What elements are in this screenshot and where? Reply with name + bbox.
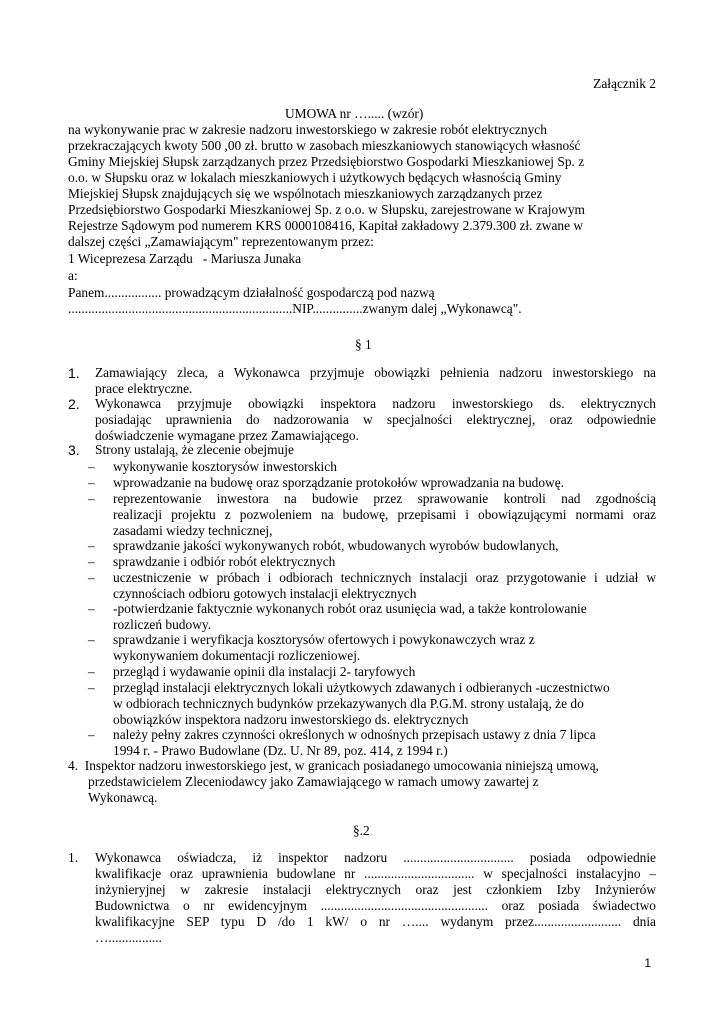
bullet-text: w odbiorach technicznych budynków przekazywanych dla P.G.M. strony ustalają, że do <box>113 696 584 711</box>
item-text: inżynieryjnej w zakresie instalacji elektrycznych oraz jest członkiem Izby Inżynierów <box>95 882 656 897</box>
intro-line: przekraczających kwoty 500 ,00 zł. brutto w zasobach mieszkaniowych stanowiących własność <box>68 138 581 153</box>
bullet-text: sprawdzanie i weryfikacja kosztorysów ofertowych i powykonawczych wraz z <box>113 632 535 647</box>
intro-line: Przedsiębiorstwo Gospodarki Mieszkaniowej Sp. z o.o. w Słupsku, zarejestrowane w Krajowym <box>68 202 585 217</box>
bullet-text: wykonywanie kosztorysów inwestorskich <box>113 459 337 474</box>
intro-line: o.o. w Słupsku oraz w lokalach mieszkaniowych i użytkowych będących własnością Gminy <box>68 170 562 185</box>
bullet-text: rozliczeń budowy. <box>113 617 212 632</box>
dash-bullet: – <box>88 680 95 695</box>
bullet-text: 1994 r. - Prawo Budowlane (Dz. U. Nr 89, poz. 414, z 1994 r.) <box>113 743 448 758</box>
representative-line: 1 Wiceprezesa Zarządu - Mariusza Junaka <box>68 251 302 266</box>
intro-line: Miejskiej Słupsk znajdujących się we wspólnotach mieszkaniowych zarządzanych przez <box>68 186 543 201</box>
section-heading: § 1 <box>355 337 372 352</box>
dash-bullet: – <box>88 459 95 474</box>
bullet-text: sprawdzanie i odbiór robót elektrycznych <box>113 554 336 569</box>
page-number: 1 <box>644 956 651 970</box>
item-text: Strony ustalają, że zlecenie obejmuje <box>95 442 294 457</box>
dash-bullet: – <box>88 601 95 616</box>
bullet-text: przegląd instalacji elektrycznych lokali użytkowych zdawanych i odbieranych -uczestnictwo <box>113 680 610 695</box>
dash-bullet: – <box>88 570 95 585</box>
item-text: …................ <box>95 930 162 945</box>
contract-title: UMOWA nr …..... (wzór) <box>285 106 424 121</box>
item-number: 1. <box>68 850 79 865</box>
intro-line: a: <box>68 268 78 283</box>
dash-bullet: – <box>88 491 95 506</box>
bullet-text: uczestniczenie w próbach i odbiorach technicznych instalacji oraz przygotowanie i udział w <box>113 570 656 585</box>
dash-bullet: – <box>88 664 95 679</box>
item-text: prace elektryczne. <box>95 381 193 396</box>
item-text: Zamawiający zleca, a Wykonawca przyjmuje obowiązki pełnienia nadzoru inwestorskiego na <box>95 365 656 380</box>
intro-line: Gminy Miejskiej Słupsk zarządzanych przez Przedsiębiorstwo Gospodarki Mieszkaniowej Sp. z <box>68 154 585 169</box>
item-text: doświadczenie wymagane przez Zamawiającego. <box>95 428 359 443</box>
item-text: Wykonawcą. <box>88 790 158 805</box>
item-text: przedstawicielem Zleceniodawcy jako Zamawiającego w ramach umowy zawartej z <box>88 774 539 789</box>
intro-line: Rejestrze Sądowym pod numerem KRS 0000108416, Kapitał zakładowy 2.379.300 zł. zwane w <box>68 218 584 233</box>
item-text: Budownictwa o nr ewidencyjnym .................................................. oraz posiada świadectwo <box>95 898 656 913</box>
bullet-text: zasadami wiedzy technicznej, <box>113 523 273 538</box>
item-text: 4. Inspektor nadzoru inwestorskiego jest, w granicach posiadanego umocowania niniejszą umową, <box>68 758 600 773</box>
item-text: posiadając uprawnienia do nadzorowania w specjalności elektrycznej, oraz odpowiednie <box>95 412 656 427</box>
dash-bullet: – <box>88 554 95 569</box>
item-text: Wykonawca przyjmuje obowiązki inspektora nadzoru inwestorskiego ds. elektrycznych <box>95 396 656 411</box>
section-heading: §.2 <box>353 823 370 838</box>
bullet-text: należy pełny zakres czynności określonych w odnośnych przepisach ustawy z dnia 7 lipca <box>113 727 596 742</box>
item-number: 1. <box>68 365 80 381</box>
dash-bullet: – <box>88 475 95 490</box>
bullet-text: reprezentowanie inwestora na budowie przez sprawowanie kontroli nad zgodnością <box>113 491 656 506</box>
contractor-line: Panem................. prowadzącym działalność gospodarczą pod nazwą <box>68 285 435 300</box>
bullet-text: wprowadzanie na budowę oraz sporządzanie protokołów wprowadzania na budowę. <box>113 475 565 490</box>
item-number: 3. <box>68 442 80 458</box>
item-text: kwalifikacyjne SEP typu D /do 1 kW/ o nr ….... wydanym przez.......................... dnia <box>95 914 656 929</box>
dash-bullet: – <box>88 727 95 742</box>
bullet-text: czynnościach odbioru gotowych instalacji elektrycznych <box>113 586 417 601</box>
dash-bullet: – <box>88 538 95 553</box>
attachment-label: Załącznik 2 <box>593 76 656 91</box>
contractor-nip-line: ...................................................................NIP...............zwanym dalej „Wykonawcą". <box>68 301 522 316</box>
bullet-text: -potwierdzanie faktycznie wykonanych robót oraz usunięcia wad, a także kontrolowanie <box>113 601 587 616</box>
bullet-text: sprawdzanie jakości wykonywanych robót, wbudowanych wyrobów budowlanych, <box>113 538 559 553</box>
item-text: Wykonawca oświadcza, iż inspektor nadzoru ................................. posiada odpowiednie <box>95 850 656 865</box>
bullet-text: realizacji projektu z pozwoleniem na budowę, przepisami i obowiązującymi normami oraz <box>113 507 656 522</box>
intro-line: na wykonywanie prac w zakresie nadzoru inwestorskiego w zakresie robót elektrycznych <box>68 122 547 137</box>
item-text: kwalifikacje oraz uprawnienia budowlane nr ................................. w specjalności instalacyjno – <box>95 866 656 881</box>
bullet-text: wykonywaniem dokumentacji rozliczeniowej. <box>113 648 361 663</box>
dash-bullet: – <box>88 632 95 647</box>
intro-line: dalszej części „Zamawiającym" reprezentowanym przez: <box>68 234 374 249</box>
item-number: 2. <box>68 396 80 412</box>
bullet-text: przegląd i wydawanie opinii dla instalacji 2- taryfowych <box>113 664 416 679</box>
bullet-text: obowiązków inspektora nadzoru inwestorskiego ds. elektrycznych <box>113 712 469 727</box>
